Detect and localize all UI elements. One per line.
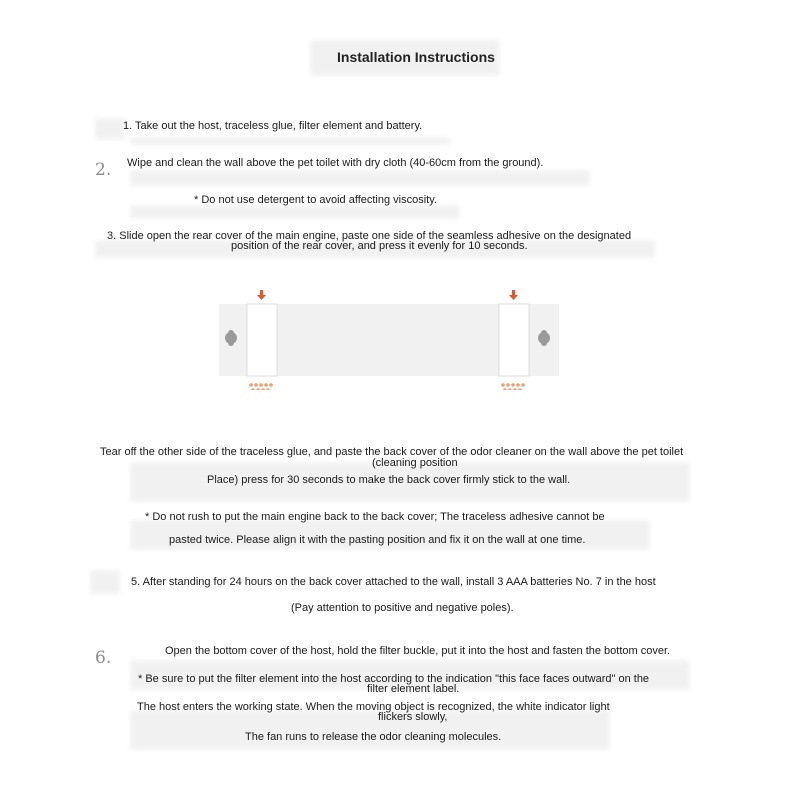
step-4-line-2: (cleaning position — [372, 457, 458, 469]
step-2: Wipe and clean the wall above the pet toilet with dry cloth (40-60cm from the ground). — [127, 157, 544, 169]
step-4-note-1: * Do not rush to put the main engine back to the back cover; The traceless adhesive cannot be — [145, 511, 605, 523]
step-2-number: 2. — [95, 160, 112, 180]
step-6: Open the bottom cover of the host, hold the filter buckle, put it into the host and fasten the bottom cover. — [165, 645, 671, 657]
step-4-note-2: pasted twice. Please align it with the pasting position and fix it on the wall at one time. — [169, 534, 586, 546]
adhesive-dots-icon — [249, 383, 273, 390]
adhesive-strip-left — [247, 304, 277, 376]
step-6-note-3: The host enters the working state. When the moving object is recognized, the white indicator light — [137, 701, 610, 713]
page-title: Installation Instructions — [337, 49, 495, 65]
back-cover-diagram — [219, 290, 559, 390]
background-blur — [130, 137, 450, 145]
back-cover-illustration — [219, 290, 559, 390]
step-6-note-4: flickers slowly, — [378, 711, 448, 723]
step-3-line-1: 3. Slide open the rear cover of the main engine, paste one side of the seamless adhesive on the designated — [107, 230, 632, 242]
press-arrow-icon — [509, 290, 518, 300]
step-1: 1. Take out the host, traceless glue, filter element and battery. — [123, 120, 423, 132]
background-blur — [130, 710, 610, 750]
adhesive-dots-icon — [501, 383, 525, 390]
step-5-note: (Pay attention to positive and negative poles). — [291, 602, 514, 614]
step-4-line-1: Tear off the other side of the traceless glue, and paste the back cover of the odor cleaner on the wall above the pet toilet — [100, 446, 684, 458]
step-6-note-5: The fan runs to release the odor cleaning molecules. — [245, 731, 502, 743]
step-2-note: * Do not use detergent to avoid affecting viscosity. — [194, 194, 437, 206]
step-6-number: 6. — [95, 648, 112, 668]
step-6-note-1: * Be sure to put the filter element into the host according to the indication "this face faces outward" on the — [138, 673, 650, 685]
step-3-line-2: position of the rear cover, and press it evenly for 10 seconds. — [231, 240, 528, 252]
background-blur — [90, 570, 120, 594]
step-6-note-2: filter element label. — [367, 683, 460, 695]
background-blur — [130, 170, 590, 186]
step-4-line-3: Place) press for 30 seconds to make the back cover firmly stick to the wall. — [207, 474, 571, 486]
background-blur — [130, 205, 460, 219]
step-5: 5. After standing for 24 hours on the back cover attached to the wall, install 3 AAA batteries No. 7 in the host — [131, 576, 656, 588]
background-blur — [95, 118, 125, 140]
press-arrow-icon — [257, 290, 266, 300]
adhesive-strip-right — [499, 304, 529, 376]
